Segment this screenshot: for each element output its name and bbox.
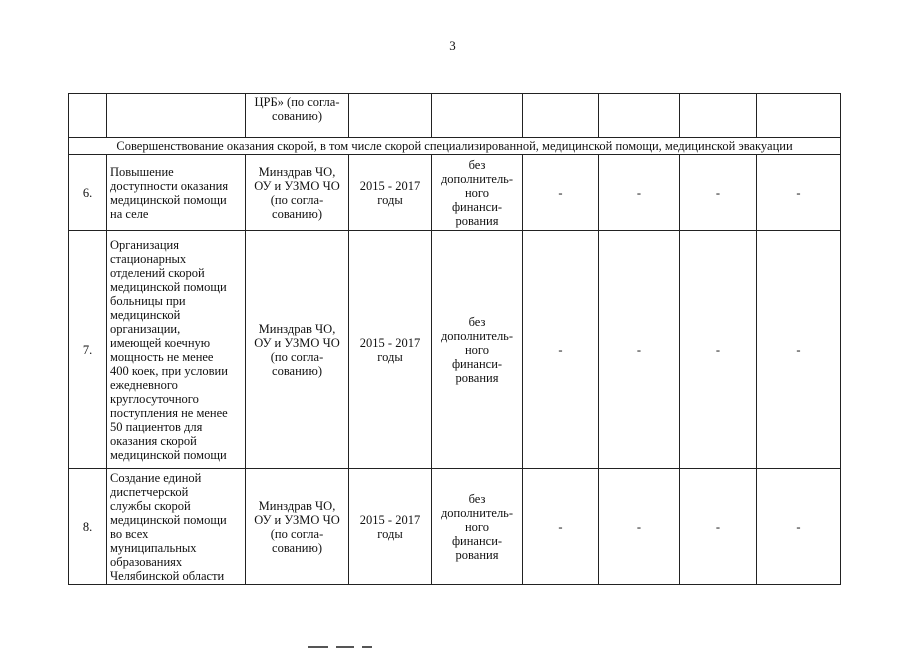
executor-cell: Минздрав ЧО, ОУ и УЗМО ЧО (по согла- сованию) [246,155,349,231]
value-cell [523,94,599,138]
value-cell: - [757,231,841,469]
financing-cell: без дополнитель- ного финанси- рования [432,231,523,469]
financing-cell: без дополнитель- ного финанси- рования [432,469,523,585]
measure-name: Создание единой диспетчерской службы скорой медицинской помощи во всех муниципальных образованиях Челябинской области [107,469,246,585]
financing-cell [432,94,523,138]
measure-name: Повышение доступности оказания медицинской помощи на селе [107,155,246,231]
row-number: 7. [69,231,107,469]
value-cell: - [680,155,757,231]
executor-cell: Минздрав ЧО, ОУ и УЗМО ЧО (по согла- сованию) [246,231,349,469]
measure-name [107,94,246,138]
row-number: 6. [69,155,107,231]
section-row [69,138,841,155]
page-number: 3 [449,38,456,53]
table-row [69,469,841,585]
value-cell [599,94,680,138]
value-cell: - [757,155,841,231]
value-cell: - [599,469,680,585]
value-cell: - [757,469,841,585]
section-title: Совершенствование оказания скорой, в том числе скорой специализированной, медицинской помощи, медицинской эвакуации [69,138,841,155]
term-cell [349,94,432,138]
measure-name: Организация стационарных отделений скорой медицинской помощи больницы при медицинской организации, имеющей коечную мощность не менее 400 коек, при условии ежедневного круглосуточного поступления не менее 50 пациентов для оказания скорой медицинской помощи [107,231,246,469]
value-cell: - [599,155,680,231]
financing-cell: без дополнитель- ного финанси- рования [432,155,523,231]
value-cell: - [680,231,757,469]
scan-artifact [308,635,388,637]
row-number: 8. [69,469,107,585]
value-cell: - [523,469,599,585]
value-cell [757,94,841,138]
value-cell [680,94,757,138]
row-number [69,94,107,138]
table-row [69,155,841,231]
value-cell: - [523,231,599,469]
table-row [69,231,841,469]
term-cell: 2015 - 2017 годы [349,469,432,585]
value-cell: - [680,469,757,585]
continuation-row [69,94,841,138]
executor-cell: Минздрав ЧО, ОУ и УЗМО ЧО (по согла- сованию) [246,469,349,585]
value-cell: - [523,155,599,231]
term-cell: 2015 - 2017 годы [349,231,432,469]
value-cell: - [599,231,680,469]
measures-table [68,93,841,585]
executor-cell: ЦРБ» (по согла- сованию) [246,94,349,138]
term-cell: 2015 - 2017 годы [349,155,432,231]
